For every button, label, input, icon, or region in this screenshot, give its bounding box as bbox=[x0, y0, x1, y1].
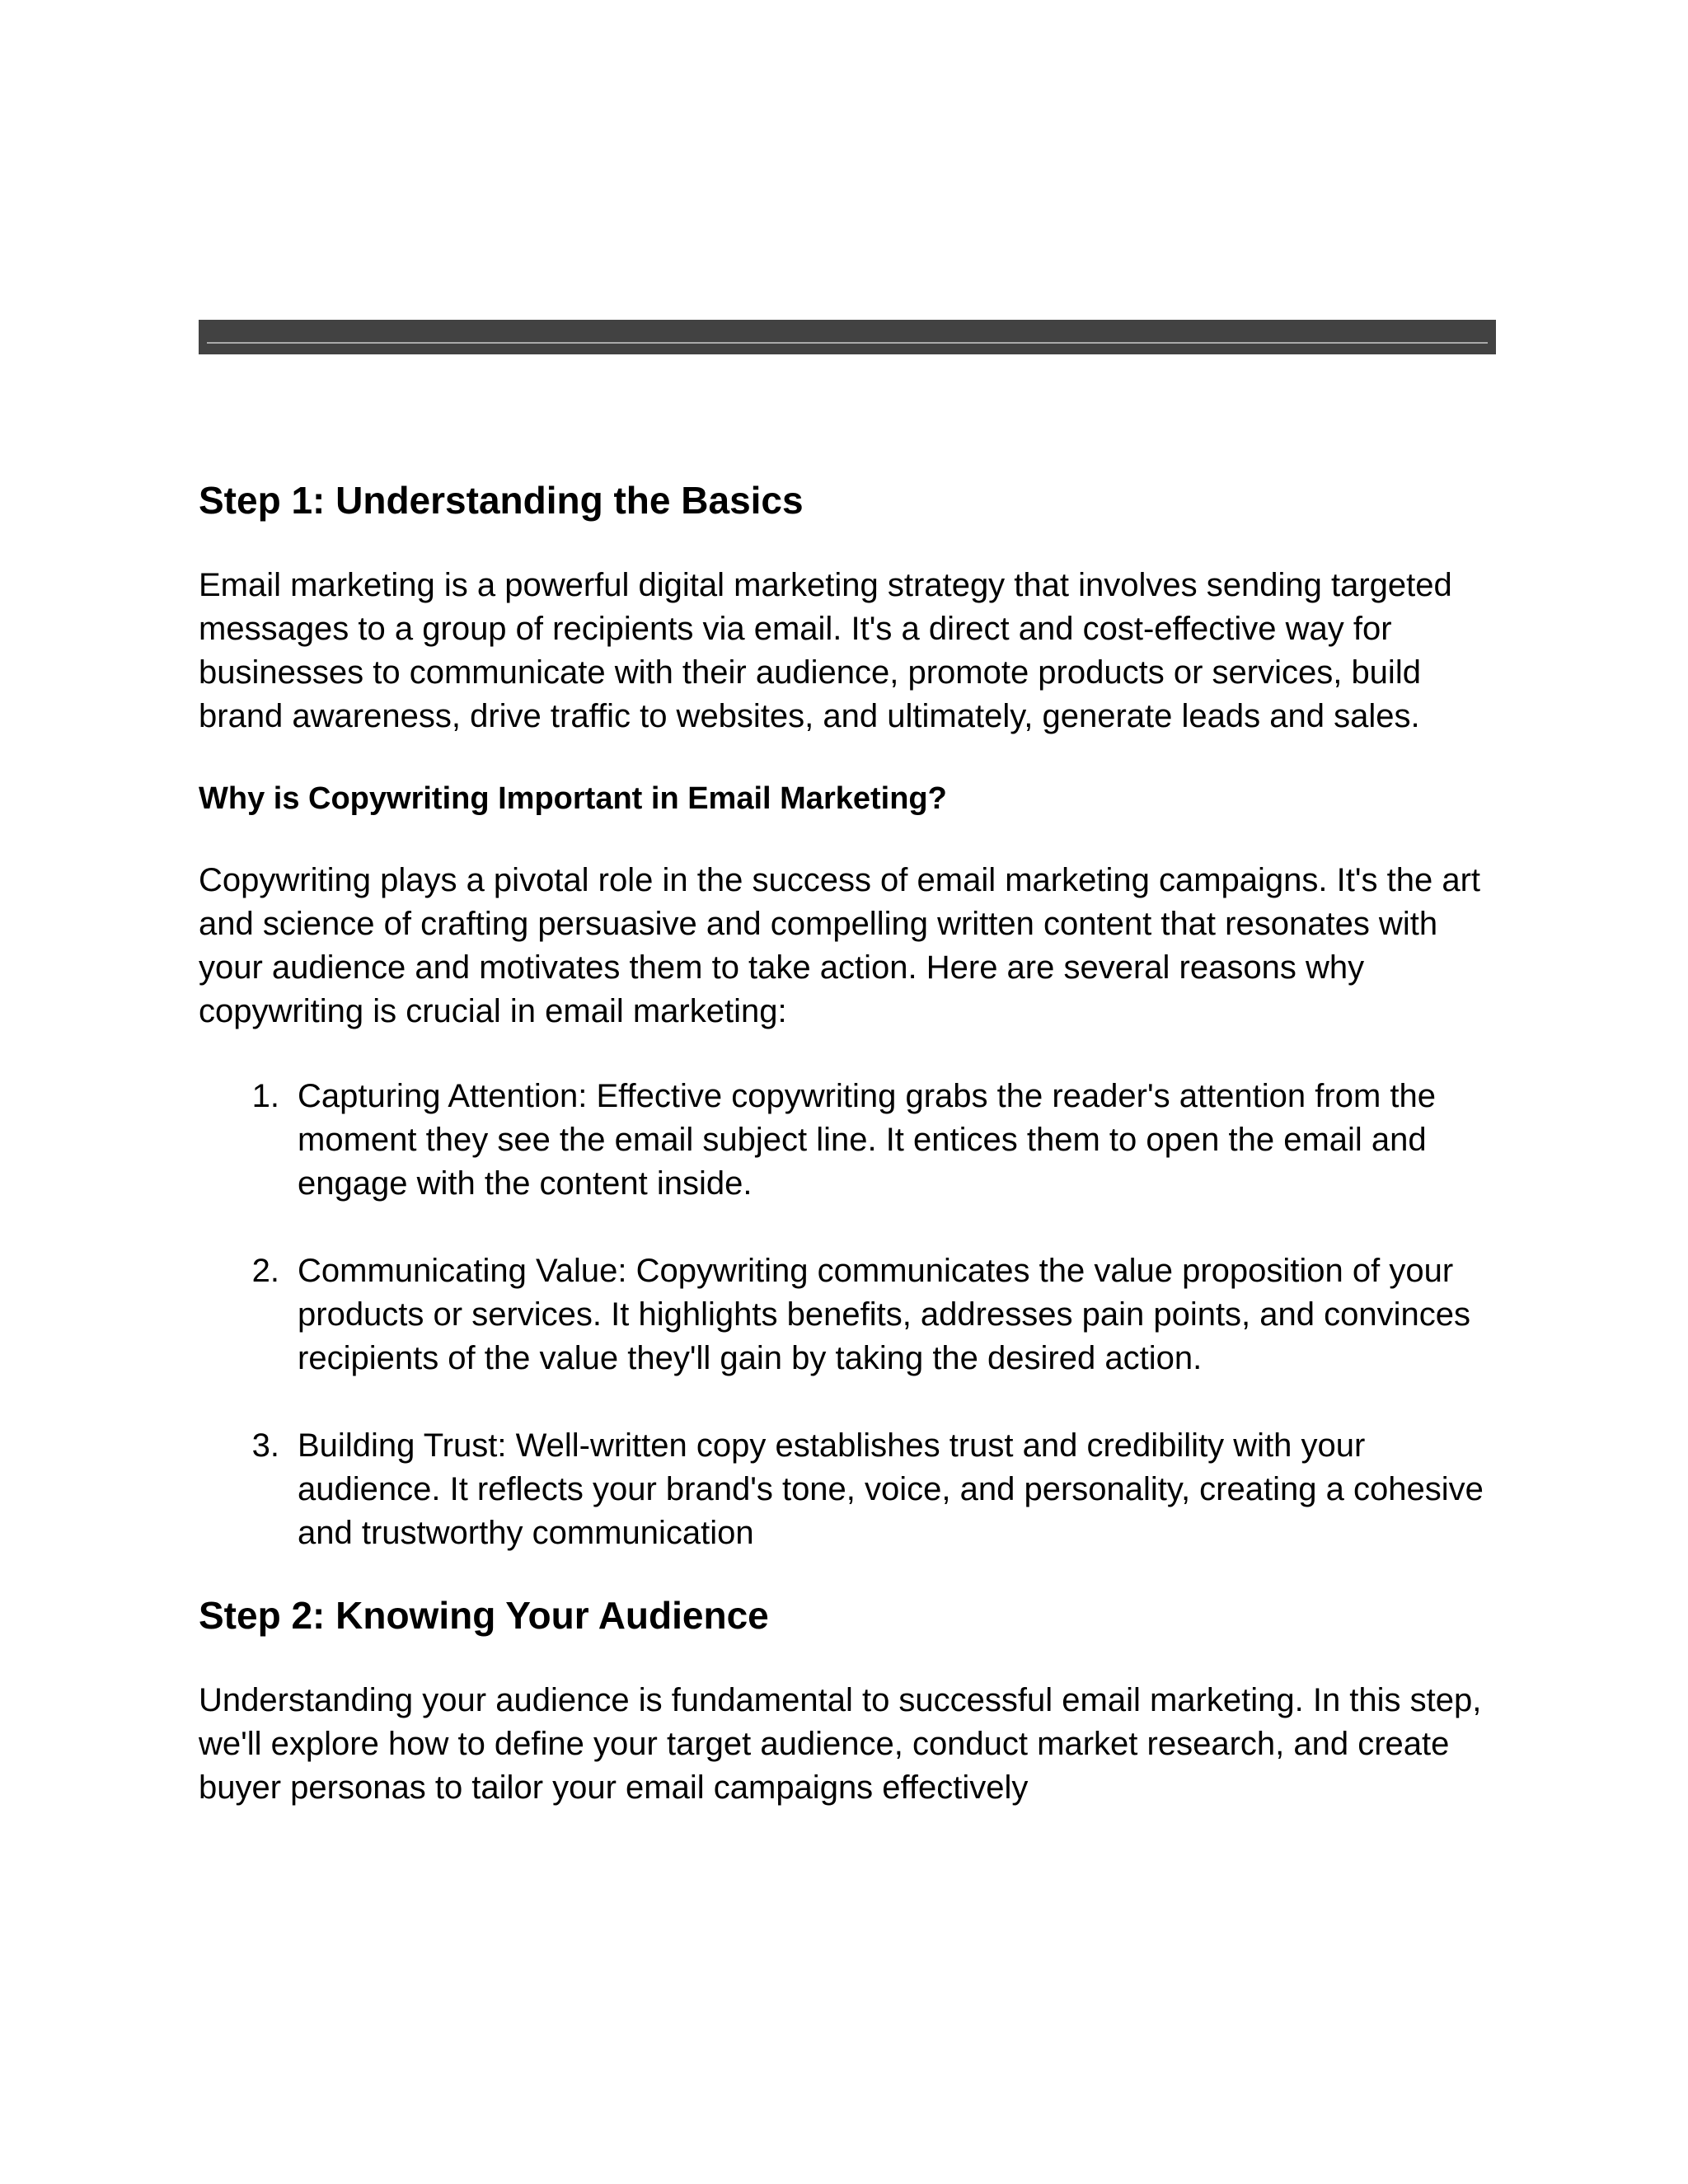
copywriting-paragraph: Copywriting plays a pivotal role in the success of email marketing campaigns. It's the art and science of crafting persuasive and compelling written content that resonates with your audience and motivates them to take action. Here are several reasons why copywriting is crucial in email marketing: bbox=[199, 862, 1480, 1029]
list-item-number: 1. bbox=[251, 1078, 279, 1114]
list-item-text: Capturing Attention: Effective copywriting grabs the reader's attention from the moment they see the email subject line. It entices them to open the email and engage with the content inside. bbox=[298, 1078, 1436, 1202]
copywriting-subheading: Why is Copywriting Important in Email Marketing? bbox=[199, 781, 947, 816]
step2-paragraph: Understanding your audience is fundamental to successful email marketing. In this step, we'll explore how to define your target audience, conduct market research, and create buyer personas to tailor your email campaigns effectively bbox=[199, 1682, 1482, 1806]
header-rule-line bbox=[207, 342, 1488, 344]
step1-intro-paragraph: Email marketing is a powerful digital marketing strategy that involves sending targeted messages to a group of recipients via email. It's a direct and cost-effective way for businesses to communicate with their audience, promote products or services, build brand awareness, drive traffic to websites, and ultimately, generate leads and sales. bbox=[199, 567, 1452, 734]
list-item bbox=[199, 1075, 1501, 1206]
reasons-list bbox=[199, 1075, 1501, 1555]
step2-heading: Step 2: Knowing Your Audience bbox=[199, 1594, 769, 1637]
header-rule-bar bbox=[199, 320, 1496, 354]
step1-heading: Step 1: Understanding the Basics bbox=[199, 479, 804, 522]
list-item-number: 2. bbox=[251, 1253, 279, 1289]
list-item bbox=[199, 1249, 1501, 1380]
list-item-text: Communicating Value: Copywriting communicates the value proposition of your products or services. It highlights benefits, addresses pain points, and convinces recipients of the value they'll gain by taking the desired action. bbox=[298, 1253, 1471, 1376]
list-item bbox=[199, 1424, 1501, 1555]
list-item-text: Building Trust: Well-written copy establishes trust and credibility with your audience. It reflects your brand's tone, voice, and personality, creating a cohesive and trustworthy communication bbox=[298, 1427, 1484, 1551]
document-content bbox=[199, 478, 1501, 1810]
list-item-number: 3. bbox=[251, 1427, 279, 1464]
